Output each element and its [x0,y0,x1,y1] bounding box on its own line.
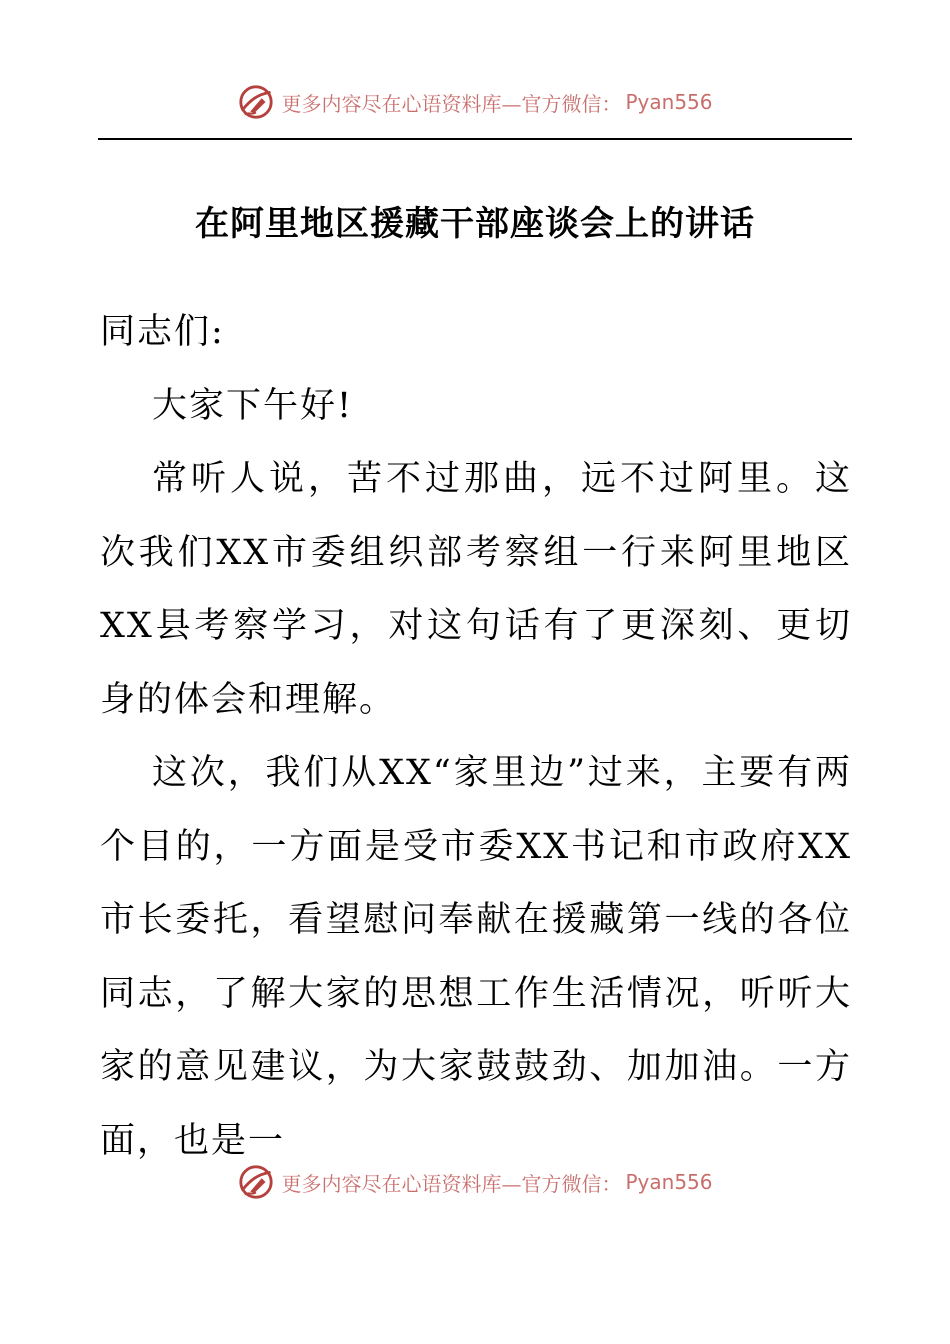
brand-text: 更多内容尽在心语资料库—官方微信： [281,91,622,116]
brand-text: 更多内容尽在心语资料库—官方微信： [281,1171,622,1196]
paragraph: 常听人说，苦不过那曲，远不过阿里。这次我们XX市委组织部考察组一行来阿里地区XX县考察学习，对这句话有了更深刻、更切身的体会和理解。 [100,459,852,720]
salutation: 同志们: [100,312,225,352]
signature-pen-logo-icon [237,83,275,121]
footer-brand [0,1160,950,1204]
wechat-id: Pyan556 [625,1170,713,1194]
paragraph: 大家下午好! [152,385,354,426]
header-brand [0,80,950,124]
signature-pen-logo-icon [237,1163,275,1201]
wechat-id: Pyan556 [625,90,713,114]
header-divider [98,138,852,140]
document-body [100,296,852,1178]
document-title: 在阿里地区援藏干部座谈会上的讲话 [195,204,755,244]
paragraph: 这次，我们从XX“家里边”过来，主要有两个目的，一方面是受市委XX书记和市政府XX市长委托，看望慰问奉献在援藏第一线的各位同志，了解大家的思想工作生活情况，听听大家的意见建议，为大家鼓鼓劲、加加油。一方面，也是一 [100,753,852,1161]
